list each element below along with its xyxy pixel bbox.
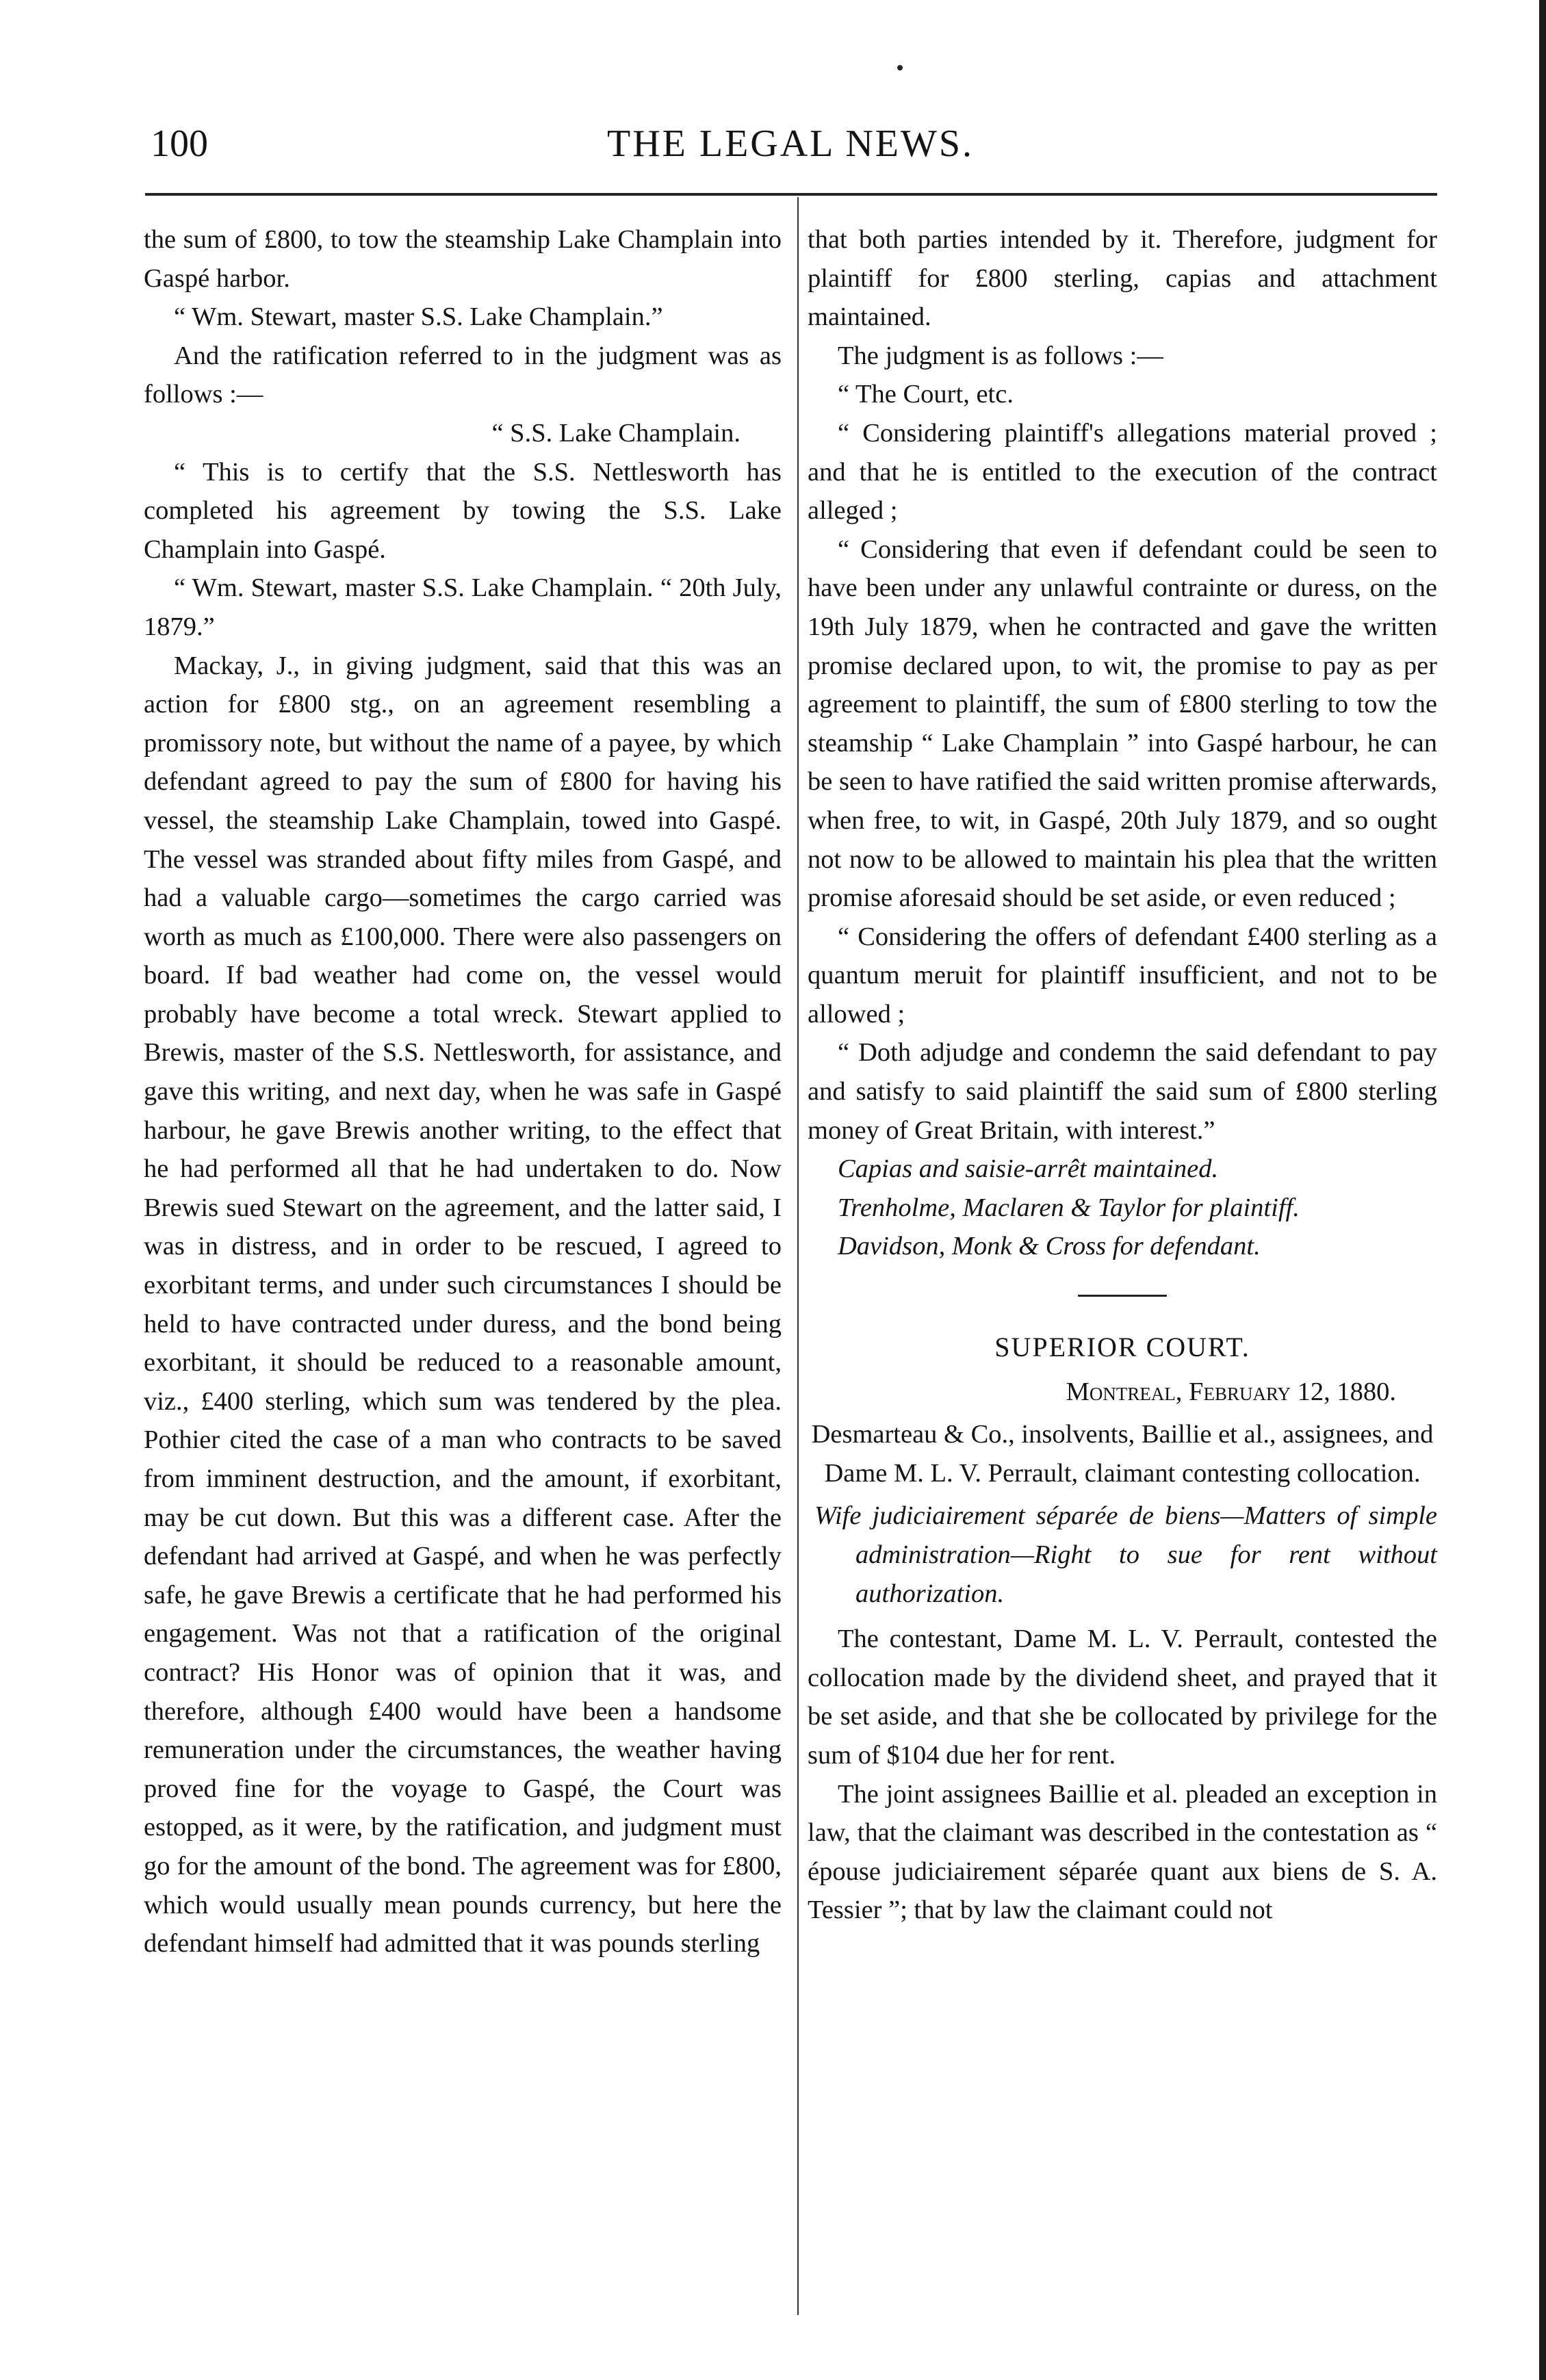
judgment-paragraph: Mackay, J., in giving judgment, said that this was an action for £800 stg., on an agreement resembling a promissory note, but without the name of a payee, by which defendant agreed to pay the sum of £800 for having his vessel, the steamship Lake Champlain, towed into Gaspé. The vessel was stranded about fifty miles from Gaspé, and had a valuable cargo—sometimes the cargo carried was worth as much as £100,000. There were also passengers on board. If bad weather had come on, the vessel would probably have become a total wreck. Stewart applied to Brewis, master of the S.S. Nettlesworth, for assistance, and gave this writing, and next day, when he was safe in Gaspé harbour, he gave Brewis another writing, to the effect that he had performed all that he had undertaken to do. Now Brewis sued Stewart on the agreement, and the latter said, I was in distress, and in order to be rescued, I agreed to exorbitant terms, and under such circumstances I should be held to have contracted under duress, and the bond being exorbitant, it should be reduced to a reasonable amount, viz., £400 sterling, which sum was tendered by the plea. Pothier cited the case of a man who contracts to be saved from imminent destruction, and the amount, if exorbitant, may be cut down. But this was a different case. After the defendant had arrived at Gaspé, and when he was perfectly safe, he gave Brewis a certificate that he had performed his engagement. Was not that a ratification of the original contract? His Honor was of opinion that it was, and therefore, although £400 would have been a handsome remuneration under the circumstances, the weather having proved fine for the voyage to Gaspé, the Court was estopped, as it were, by the ratification, and judgment must go for the amount of the bond. The agreement was for £800, which would usually mean pounds currency, but here the defendant himself had admitted that it was pounds sterling — [144, 651, 782, 1958]
page-header — [144, 122, 1437, 170]
certificate-text: “ This is to certify that the S.S. Nettlesworth has completed his agreement by towing the S.S. Lake Champlain into Gaspé. — [144, 457, 782, 564]
column-divider — [797, 197, 799, 2315]
header-rule — [145, 193, 1437, 196]
paragraph: The contestant, Dame M. L. V. Perrault, contested the collocation made by the dividend sheet, and prayed that it be set aside, and that she be collocated by privilege for the sum of $104 due her for rent. — [808, 1625, 1437, 1770]
case-title: Desmarteau & Co., insolvents, Baillie et al., assignees, and Dame M. L. V. Perrault, claimant contesting collocation. — [811, 1420, 1434, 1488]
paragraph: that both parties intended by it. Therefore, judgment for plaintiff for £800 sterling, capias and attachment maintained. — [808, 225, 1437, 332]
paragraph: “ Considering the offers of defendant £400 sterling as a quantum meruit for plaintiff insufficient, and not to be allowed ; — [808, 922, 1437, 1029]
scan-edge — [1539, 0, 1546, 2380]
paragraph: “ The Court, etc. — [838, 380, 1014, 409]
signature-line: “ Wm. Stewart, master S.S. Lake Champlain.” — [174, 302, 663, 332]
counsel-plaintiff: Trenholme, Maclaren & Taylor for plaintiff. — [838, 1193, 1300, 1222]
paragraph: “ Doth adjudge and condemn the said defendant to pay and satisfy to said plaintiff the said sum of £800 sterling money of Great Britain, with interest.” — [808, 1038, 1437, 1145]
syllabus: Wife judiciairement séparée de biens—Matters of simple administration—Right to sue for rent without authorization. — [814, 1501, 1437, 1608]
signature-line: “ Wm. Stewart, master S.S. Lake Champlain. “ 20th July, 1879.” — [144, 573, 782, 641]
page-number: 100 — [151, 122, 208, 165]
section-divider — [1078, 1295, 1167, 1297]
right-column — [808, 220, 1437, 1930]
paragraph: The judgment is as follows :— — [838, 341, 1163, 370]
running-title: THE LEGAL NEWS. — [607, 122, 974, 165]
print-speck — [897, 65, 903, 70]
paragraph: “ Considering that even if defendant could be seen to have been under any unlawful contrainte or duress, on the 19th July 1879, when he contracted and gave the written promise declared upon, to wit, the promise to pay as per agreement to plaintiff, the sum of £800 sterling to tow the steamship “ Lake Champlain ” into Gaspé harbour, he can be seen to have ratified the said written promise afterwards, when free, to wit, in Gaspé, 20th July 1879, and so ought not now to be allowed to maintain his plea that the written promise aforesaid should be set aside, or even reduced ; — [808, 534, 1437, 913]
paragraph: The joint assignees Baillie et al. pleaded an exception in law, that the claimant was described in the contestation as “ épouse judiciairement séparée quant aux biens de S. A. Tessier ”; that by law the claimant could not — [808, 1779, 1437, 1925]
paragraph: Capias and saisie-arrêt maintained. — [838, 1154, 1219, 1184]
left-column — [144, 220, 782, 1963]
vessel-heading: “ S.S. Lake Champlain. — [491, 418, 740, 448]
counsel-defendant: Davidson, Monk & Cross for defendant. — [838, 1232, 1261, 1261]
dateline: Montreal, February 12, 1880. — [1066, 1377, 1396, 1406]
paragraph: And the ratification referred to in the judgment was as follows :— — [144, 341, 782, 409]
court-heading: SUPERIOR COURT. — [994, 1332, 1250, 1363]
paragraph: “ Considering plaintiff's allegations material proved ; and that he is entitled to the execution of the contract alleged ; — [808, 418, 1437, 526]
paragraph: the sum of £800, to tow the steamship Lake Champlain into Gaspé harbor. — [144, 225, 782, 293]
